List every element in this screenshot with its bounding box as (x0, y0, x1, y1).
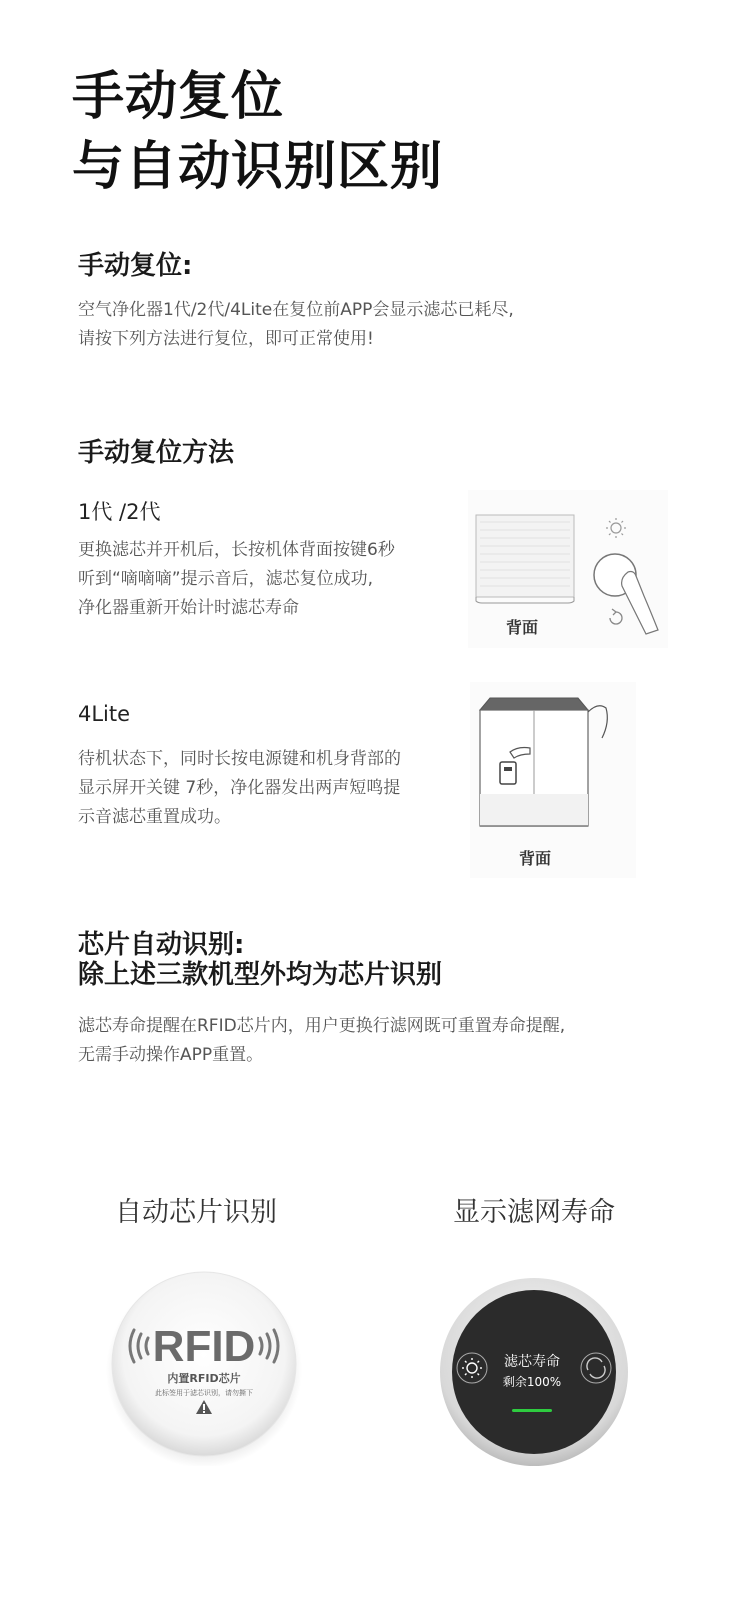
chip-line-2: 无需手动操作APP重置。 (78, 1045, 264, 1065)
lite-purifier-graphic (470, 682, 636, 878)
manual-reset-description (78, 296, 514, 354)
gen12-line-1: 更换滤芯并开机后，长按机体背面按键6秒 (78, 540, 395, 560)
lite-caption: 背面 (519, 849, 552, 868)
page-title (72, 62, 443, 202)
manual-reset-line-2: 请按下列方法进行复位，即可正常使用! (78, 329, 374, 349)
filter-life-display (436, 1274, 632, 1470)
manual-reset-heading: 手动复位: (78, 251, 193, 281)
rfid-sub-text-1: 内置RFID芯片 (167, 1372, 241, 1385)
rfid-badge (104, 1266, 304, 1466)
lite-line-1: 待机状态下，同时长按电源键和机身背部的 (78, 749, 401, 769)
lite-line-2: 显示屏开关键 7秒，净化器发出两声短鸣提 (78, 778, 401, 798)
chip-heading-line1: 芯片自动识别: (78, 930, 245, 960)
gen12-label: 1代 /2代 (78, 500, 161, 524)
filter-life-display-graphic (436, 1274, 632, 1470)
feature-label-life: 显示滤网寿命 (453, 1197, 615, 1228)
gen12-description (78, 536, 395, 623)
gen12-line-2: 听到“嘀嘀嘀”提示音后，滤芯复位成功, (78, 569, 374, 589)
chip-heading (78, 930, 442, 990)
filter-life-line1: 滤芯寿命 (504, 1354, 560, 1370)
gen12-caption: 背面 (506, 618, 539, 637)
display-screen-icon (500, 762, 516, 784)
gen12-line-3: 净化器重新开始计时滤芯寿命 (78, 598, 299, 618)
page-title-line2: 与自动识别区别 (72, 137, 444, 197)
filter-life-indicator-bar (512, 1409, 552, 1412)
method-heading: 手动复位方法 (78, 438, 235, 468)
lite-line-3: 示音滤芯重置成功。 (78, 807, 231, 827)
rfid-big-text: RFID (152, 1322, 256, 1371)
lite-label: 4Lite (78, 702, 131, 726)
page-title-line1: 手动复位 (72, 67, 285, 127)
filter-life-line2: 剩余100% (502, 1375, 562, 1389)
feature-label-chip: 自动芯片识别 (115, 1197, 277, 1228)
chip-description (78, 1012, 565, 1070)
lite-description (78, 745, 401, 832)
purifier-back-graphic (468, 490, 668, 648)
chip-heading-line2: 除上述三款机型外均为芯片识别 (78, 960, 443, 990)
rfid-badge-graphic (104, 1266, 304, 1466)
manual-reset-line-1: 空气净化器1代/2代/4Lite在复位前APP会显示滤芯已耗尽, (78, 300, 514, 320)
gen12-back-illustration (468, 490, 668, 648)
lite-back-illustration (470, 682, 636, 878)
rfid-sub-text-2: 此标签用于滤芯识别，请勿撕下 (155, 1389, 253, 1397)
chip-line-1: 滤芯寿命提醒在RFID芯片内，用户更换行滤网既可重置寿命提醒, (78, 1016, 566, 1036)
